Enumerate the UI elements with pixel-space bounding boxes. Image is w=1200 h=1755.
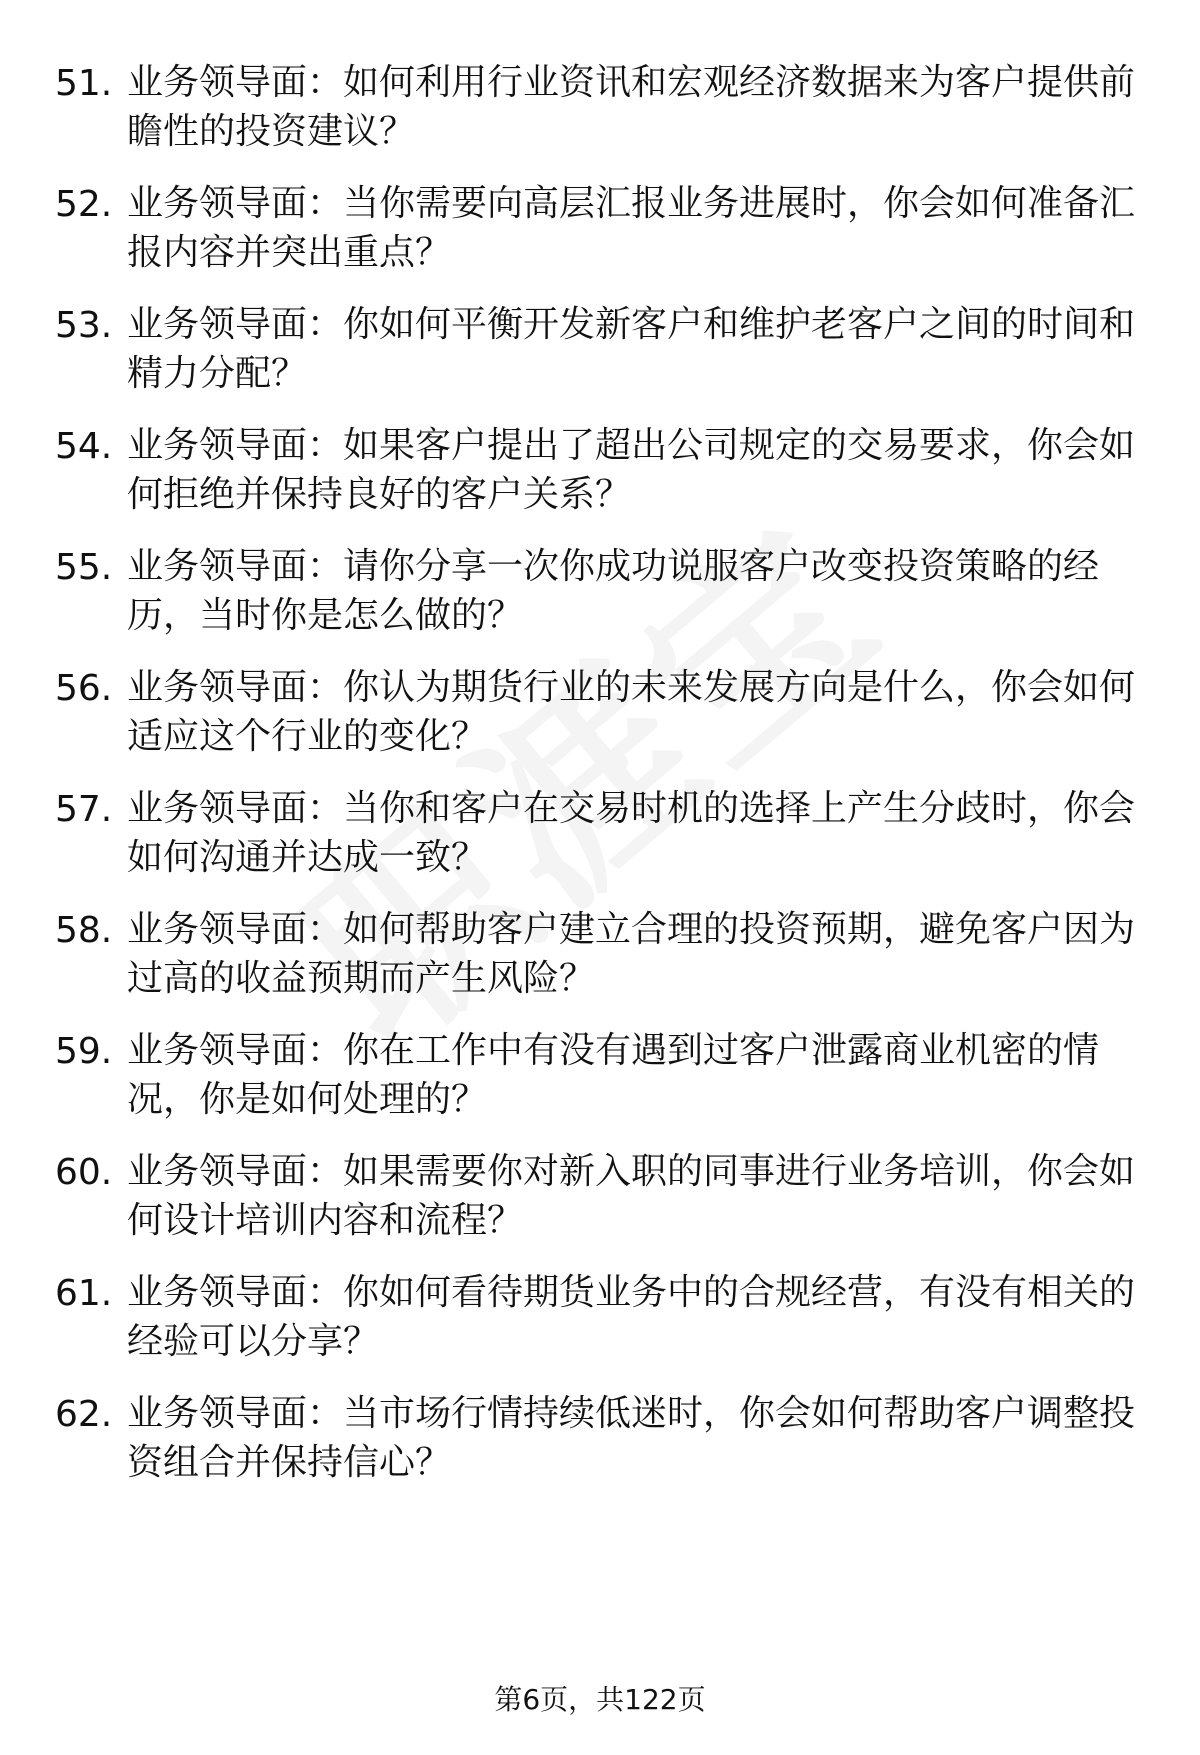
question-number: 51.	[55, 63, 113, 104]
question-number: 57.	[55, 789, 113, 830]
question-text: 业务领导面：你在工作中有没有遇到过客户泄露商业机密的情况，你是如何处理的？	[127, 1030, 1100, 1120]
page-number-footer: 第6页，共122页	[494, 1683, 706, 1716]
question-number: 61.	[55, 1273, 113, 1314]
question-text: 业务领导面：如何帮助客户建立合理的投资预期，避免客户因为过高的收益预期而产生风险？	[127, 909, 1136, 999]
question-text: 业务领导面：你如何看待期货业务中的合规经营，有没有相关的经验可以分享？	[127, 1272, 1136, 1362]
question-number: 55.	[55, 547, 113, 588]
question-text: 业务领导面：当你需要向高层汇报业务进展时，你会如何准备汇报内容并突出重点？	[127, 183, 1136, 273]
question-number: 54.	[55, 426, 113, 467]
question-number: 52.	[55, 184, 113, 225]
question-number: 53.	[55, 305, 113, 346]
question-number: 59.	[55, 1031, 113, 1072]
question-number: 60.	[55, 1152, 113, 1193]
question-number: 62.	[55, 1394, 113, 1435]
question-text: 业务领导面：你如何平衡开发新客户和维护老客户之间的时间和精力分配？	[127, 304, 1136, 394]
question-number: 58.	[55, 910, 113, 951]
question-number: 56.	[55, 668, 113, 709]
question-text: 业务领导面：如果客户提出了超出公司规定的交易要求，你会如何拒绝并保持良好的客户关系？	[127, 425, 1136, 515]
question-text: 业务领导面：如何利用行业资讯和宏观经济数据来为客户提供前瞻性的投资建议？	[127, 62, 1136, 152]
question-text: 业务领导面：当市场行情持续低迷时，你会如何帮助客户调整投资组合并保持信心？	[127, 1393, 1136, 1483]
question-text: 业务领导面：你认为期货行业的未来发展方向是什么，你会如何适应这个行业的变化？	[127, 667, 1136, 757]
question-text: 业务领导面：请你分享一次你成功说服客户改变投资策略的经历，当时你是怎么做的？	[127, 546, 1100, 636]
question-text: 业务领导面：当你和客户在交易时机的选择上产生分歧时，你会如何沟通并达成一致？	[127, 788, 1136, 878]
question-text: 业务领导面：如果需要你对新入职的同事进行业务培训，你会如何设计培训内容和流程？	[127, 1151, 1136, 1241]
